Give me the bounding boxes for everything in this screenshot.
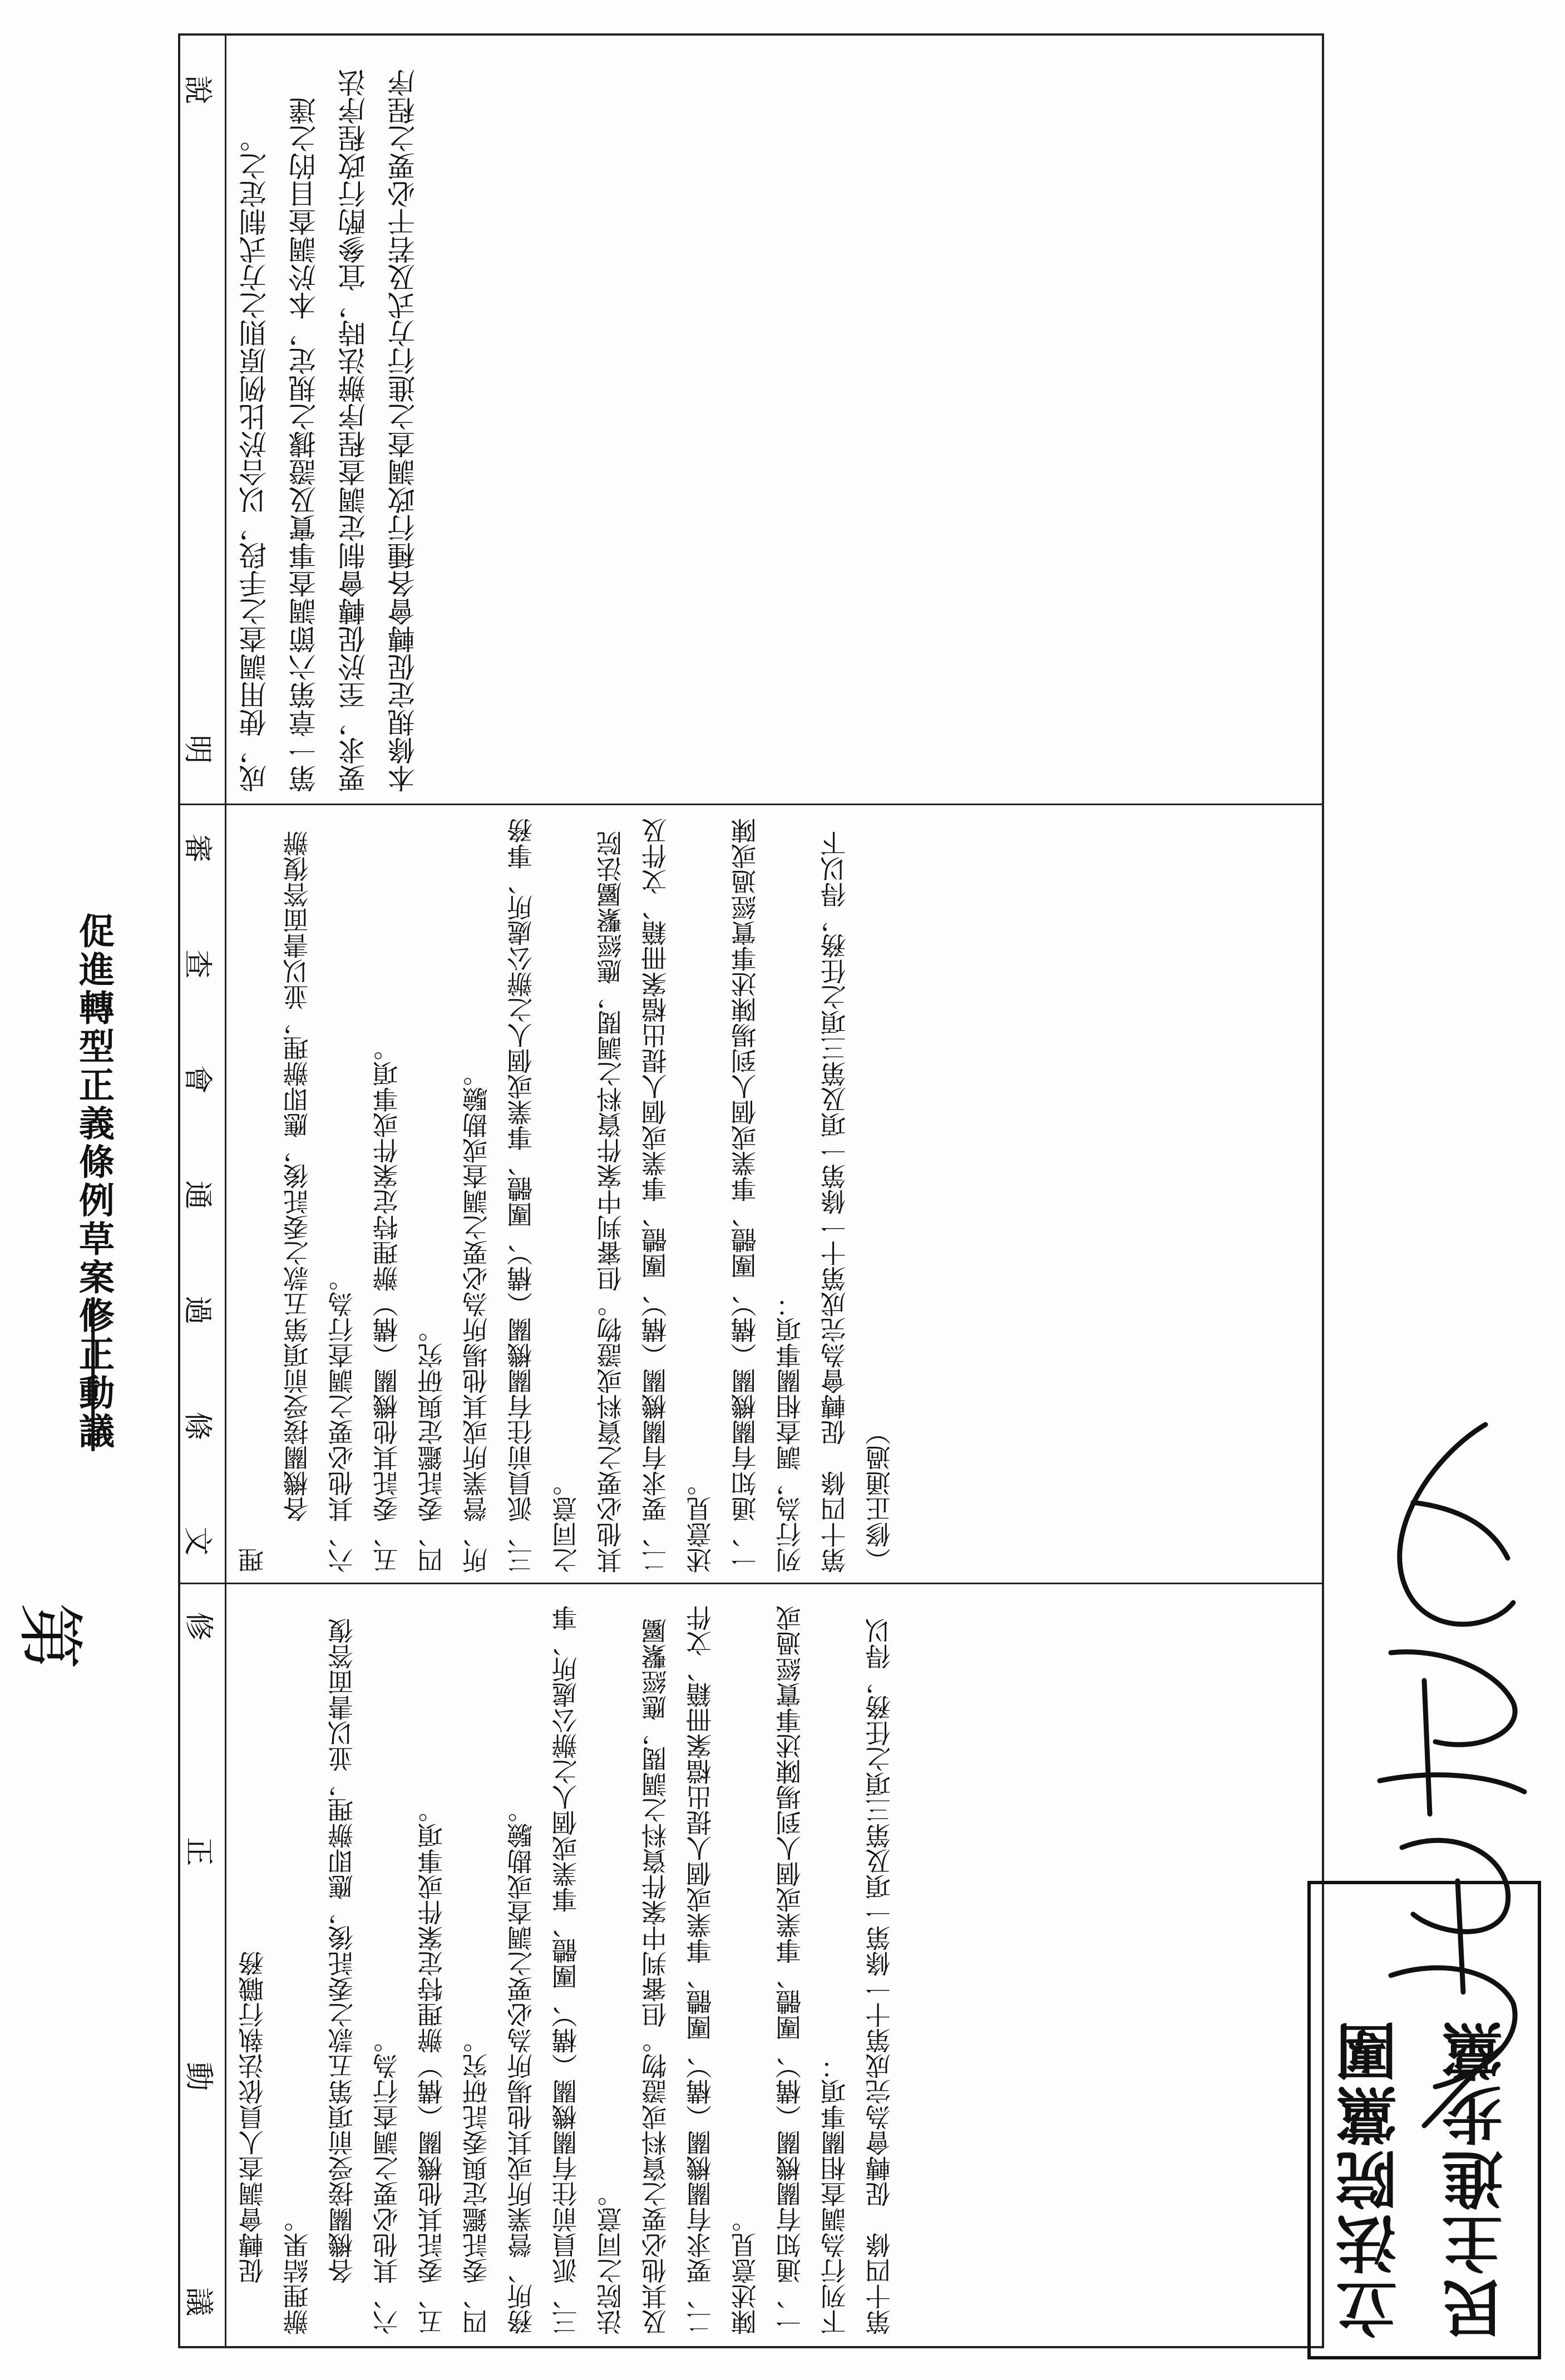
amendment-header (180, 1584, 226, 2346)
header-char: 動 (181, 2062, 215, 2093)
header-char: 條 (180, 1411, 214, 1441)
header-char: 審 (180, 834, 214, 863)
explanation-body (230, 47, 1316, 792)
party-stamp (1307, 1881, 1541, 2359)
comparison-table (178, 33, 1324, 2348)
review-text: （修正通過） 第十四條 促轉會為完成第十一條第一項及第三項之任務，得以下列行為，調查相關事項： 一、通知有關機關（構）、團體、事業或個人到場陳述事實經過或陳述意見。 二、要求有關機關（構）、團體、事業或個人提出檔案冊籍、文件及其他必要之資料或證物。但審判中案件資料之調閱，應經繫屬法院之同意。 三、派員前往有關機關（構）、團體、事業或個人之辦公處所、事務所、營業所或其他場所為必要之調查或勘驗。 四、委託鑑定與研究。 五、委託其他機關（構）辦理特定案件或事項。 六、其他必要之調查行為。 各機關接受前項第五款之委託後，應即辦理，並以書面答復辦理 (238, 818, 895, 1573)
header-char: 明 (180, 735, 214, 764)
header-char: 過 (180, 1295, 214, 1325)
review-body (230, 816, 1316, 1573)
header-char: 修 (181, 1612, 215, 1643)
explanation-text: 本條規定促轉會各種行政調查之進行方式及若干必要之程序要求，至於促轉會制定調查程序辦法時，宜參酌行政程序法第一章第六節調查事實及證據之規定，本於調查目的之達成，使用調查之手段，以合於比例原則之方式制定之。 (239, 69, 419, 792)
amendment-body (230, 1595, 1316, 2335)
title-main: 促進轉型正義條例草案 (73, 913, 115, 1298)
amendment-column (180, 1583, 1322, 2346)
title-struck-text: 修正動議 (73, 1297, 115, 1451)
explanation-column (180, 36, 1322, 804)
review-header-label (180, 827, 215, 1562)
explanation-header-label (180, 69, 215, 770)
header-char: 文 (180, 1526, 214, 1556)
amendment-header-label (181, 1607, 217, 2324)
header-char: 會 (180, 1065, 214, 1094)
explanation-header (180, 36, 226, 804)
document-title (33, 913, 117, 2276)
header-char: 議 (181, 2287, 215, 2319)
amendment-text: 第十四條 促轉會為完成第十一條第一項及第三項之任務，得以下列行為調查相關事項： 一、通知有關機關（構）、團體、事業或個人到場陳述事實經過或陳述意見。 二、要求有關機關（構）、團體、事業或個人提出檔案冊籍、文件及其他必要之資料或證物。但審判中案件資料之調閱，應經繫屬法院之同意。 三、派員前往有關機關（構）、團體、事業或個人之辦公處所、事務所、營業所或其他場所為必要之調查或勘驗。 四、委託鑑定與委託研究。 五、委託其他機關（構）辦理特定案件或事項。 六、其他必要之調查行為。 各機關接受前項第五款之委託後，應即辦理，並以書面答復辦理結果。 促轉會調查人員依法執行職務 (238, 1605, 895, 2335)
stamp-line-2: 立法院黨團 (1335, 2018, 1407, 2339)
header-char: 查 (180, 949, 214, 979)
header-char: 說 (180, 75, 214, 105)
review-header (180, 805, 226, 1584)
header-char: 正 (181, 1837, 215, 1869)
header-char: 通 (180, 1180, 214, 1210)
title-inserted-mark: 第 (11, 1603, 88, 1669)
stamp-line-1: 民主進步黨 (1441, 2018, 1513, 2339)
review-column (180, 804, 1322, 1584)
